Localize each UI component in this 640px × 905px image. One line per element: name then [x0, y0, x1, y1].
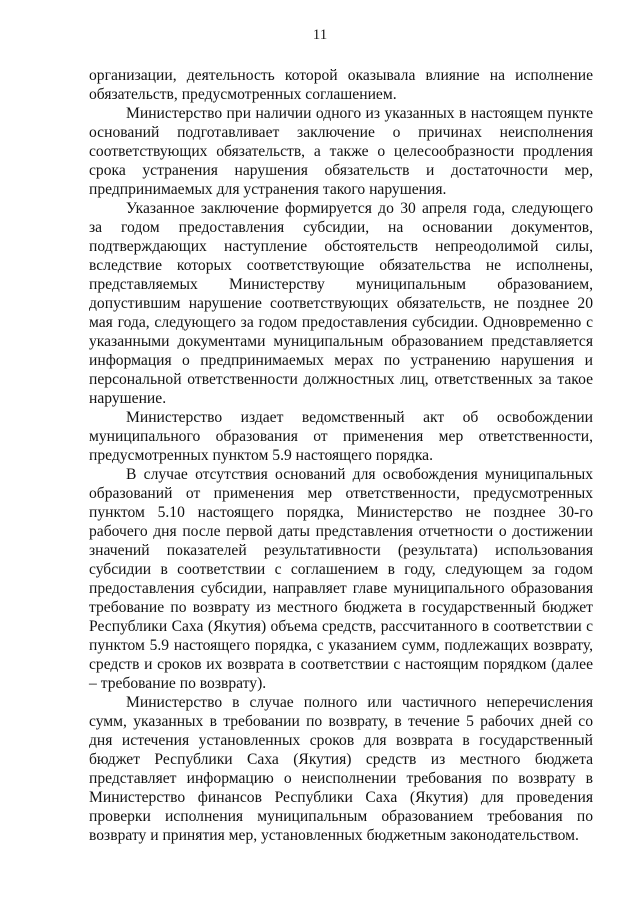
paragraph-departmental-act: Министерство издает ведомственный акт об освобождении муниципального образования от применения мер ответственности, предусмотренных пунктом 5.9 настоящего порядка.: [89, 409, 593, 464]
page-number: 11: [312, 27, 328, 43]
paragraph-continued: организации, деятельность которой оказывала влияние на исполнение обязательств, предусмотренных соглашением.: [89, 67, 593, 103]
paragraph-conclusion-deadline: Указанное заключение формируется до 30 апреля года, следующего за годом предоставления субсидии, на основании документов, подтверждающих наступление обстоятельств непреодолимой силы, вследствие которых соответствующие обязательства не исполнены, представляемых Министерству муниципальным образованием, допустившим нарушение соответствующих обязательств, не позднее 20 мая года, следующего за годом предоставления субсидии. Одновременно с указанными документами муниципальным образованием представляется информация о предпринимаемых мерах по устранению нарушения и персональной ответственности должностных лиц, ответственных за такое нарушение.: [89, 200, 593, 407]
document-body: [89, 66, 593, 845]
paragraph-conclusion-preparation: Министерство при наличии одного из указанных в настоящем пункте оснований подготавливает заключение о причинах неисполнения соответствующих обязательств, а также о целесообразности продления срока устранения нарушения обязательств и достаточности мер, предпринимаемых для устранения такого нарушения.: [89, 105, 593, 198]
paragraph-non-transfer: Министерство в случае полного или частичного неперечисления сумм, указанных в требовании по возврату, в течение 5 рабочих дней со дня истечения установленных сроков для возврата в государственный бюджет Республики Саха (Якутия) средств из местного бюджета представляет информацию о неисполнении требования по возврату в Министерство финансов Республики Саха (Якутия) для проведения проверки исполнения муниципальным образованием требования по возврату и принятия мер, установленных бюджетным законодательством.: [89, 694, 593, 844]
paragraph-refund-requirement: В случае отсутствия оснований для освобождения муниципальных образований от применения мер ответственности, предусмотренных пунктом 5.10 настоящего порядка, Министерство не позднее 30-го рабочего дня после первой даты представления отчетности о достижении значений показателей результативности (результата) использования субсидии в соответствии с соглашением в году, следующем за годом предоставления субсидии, направляет главе муниципального образования требование по возврату из местного бюджета в государственный бюджет Республики Саха (Якутия) объема средств, рассчитанного в соответствии с пунктом 5.9 настоящего порядка, с указанием сумм, подлежащих возврату, средств и сроков их возврата в соответствии с настоящим порядком (далее – требование по возврату).: [89, 466, 593, 692]
